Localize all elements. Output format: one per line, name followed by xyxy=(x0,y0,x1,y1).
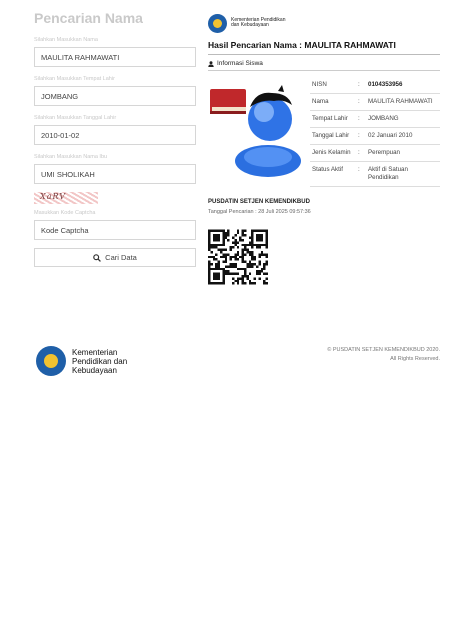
search-date: Tanggal Pencarian : 28 Juli 2025 09:57:36 xyxy=(208,209,311,215)
row-separator: : xyxy=(356,162,366,187)
footer-brand xyxy=(36,346,142,376)
row-value: Perempuan xyxy=(366,145,440,162)
search-icon xyxy=(93,254,101,262)
search-button[interactable] xyxy=(34,248,196,267)
row-separator: : xyxy=(356,111,366,128)
birthplace-input[interactable]: JOMBANG xyxy=(34,86,196,106)
table-row xyxy=(310,111,440,128)
row-key: Jenis Kelamin xyxy=(310,145,356,162)
name-input[interactable]: MAULITA RAHMAWATI xyxy=(34,47,196,67)
user-icon xyxy=(208,61,214,67)
row-separator: : xyxy=(356,94,366,111)
copyright xyxy=(327,346,440,364)
row-value: MAULITA RAHMAWATI xyxy=(366,94,440,111)
student-info-table xyxy=(310,77,440,187)
birthdate-label: Silahkan Masukkan Tanggal Lahir xyxy=(34,115,117,121)
result-panel xyxy=(208,12,440,290)
row-key: Tempat Lahir xyxy=(310,111,356,128)
issuer-name: PUSDATIN SETJEN KEMENDIKBUD xyxy=(208,199,310,205)
birthdate-input[interactable]: 2010-01-02 xyxy=(34,125,196,145)
student-avatar xyxy=(208,77,308,177)
row-key: Tanggal Lahir xyxy=(310,128,356,145)
ministry-header xyxy=(208,12,440,34)
ministry-logo xyxy=(208,14,227,33)
footer-ministry-name: Kementerian Pendidikan dan Kebudayaan xyxy=(72,347,128,375)
row-value: 0104353956 xyxy=(366,77,440,94)
name-label: Silahkan Masukkan Nama xyxy=(34,37,98,43)
ministry-logo xyxy=(36,346,66,376)
captcha-input[interactable]: Kode Captcha xyxy=(34,220,196,240)
captcha-image xyxy=(34,192,98,204)
copyright-line: All Rights Reserved. xyxy=(390,356,440,362)
row-separator: : xyxy=(356,77,366,94)
captcha-text: XaRV xyxy=(40,192,66,201)
row-separator: : xyxy=(356,145,366,162)
row-value: Aktif di Satuan Pendidikan xyxy=(366,162,440,187)
section-title: Informasi Siswa xyxy=(217,60,263,67)
table-row xyxy=(310,162,440,187)
row-key: Nama xyxy=(310,94,356,111)
row-value: JOMBANG xyxy=(366,111,440,128)
captcha-label: Masukkan Kode Captcha xyxy=(34,210,96,216)
section-student-info xyxy=(208,59,440,71)
mother-name-label: Silahkan Masukkan Nama Ibu xyxy=(34,154,108,160)
form-title: Pencarian Nama xyxy=(34,10,143,26)
row-key: NISN xyxy=(310,77,356,94)
mother-name-input[interactable]: UMI SHOLIKAH xyxy=(34,164,196,184)
search-form xyxy=(34,10,196,267)
result-title: Hasil Pencarian Nama : MAULITA RAHMAWATI xyxy=(208,40,440,55)
birthplace-label: Silahkan Masukkan Tempat Lahir xyxy=(34,76,115,82)
ministry-name: Kementerian Pendidikan dan Kebudayaan xyxy=(231,16,286,28)
copyright-line: © PUSDATIN SETJEN KEMENDIKBUD 2020. xyxy=(327,347,440,353)
table-row xyxy=(310,94,440,111)
table-row xyxy=(310,145,440,162)
table-row xyxy=(310,128,440,145)
qr-code xyxy=(208,229,268,285)
table-row xyxy=(310,77,440,94)
row-value: 02 Januari 2010 xyxy=(366,128,440,145)
row-key: Status Aktif xyxy=(310,162,356,187)
search-button-label: Cari Data xyxy=(105,253,137,262)
row-separator: : xyxy=(356,128,366,145)
